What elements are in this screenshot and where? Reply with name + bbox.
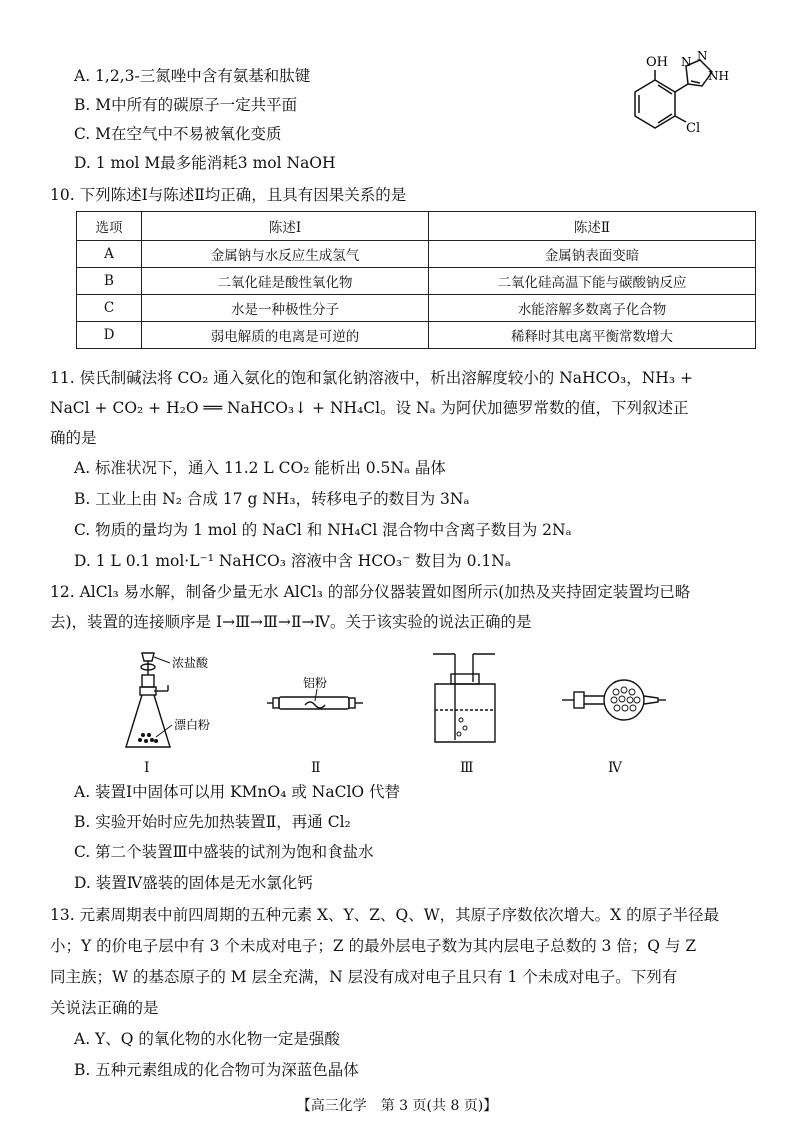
q13-stem-line-4: 关说法正确的是 <box>50 999 159 1017</box>
nh-label: NH <box>708 69 729 83</box>
table-cell: A <box>77 241 142 268</box>
header-statement-1: 陈述Ⅰ <box>142 212 429 241</box>
apparatus-4-drying-tube <box>560 670 670 730</box>
header-option: 选项 <box>77 212 142 241</box>
q13-stem-line-3: 同主族；W 的基态原子的 M 层全充满，N 层没有成对电子且只有 1 个未成对电子。下列有 <box>50 968 678 986</box>
apparatus-1-flask <box>120 645 240 760</box>
table-cell: 金属钠表面变暗 <box>429 241 756 268</box>
q11-stem-line-2: NaCl + CO₂ + H₂O ══ NaHCO₃↓ + NH₄Cl。设 Nₐ 为阿伏加德罗常数的值，下列叙述正 <box>50 399 689 417</box>
table-cell: B <box>77 268 142 295</box>
q13-stem-line-2: 小；Y 的价电子层中有 3 个未成对电子；Z 的最外层电子数为其内层电子总数的 3 倍；Q 与 Z <box>50 937 697 955</box>
q11-option-d: D. 1 L 0.1 mol·L⁻¹ NaHCO₃ 溶液中含 HCO₃⁻ 数目为 0.1Nₐ <box>74 552 511 570</box>
table-cell: 弱电解质的电离是可逆的 <box>142 322 429 349</box>
q9-option-b: B. M中所有的碳原子一定共平面 <box>74 96 298 114</box>
apparatus-label-2: Ⅱ <box>311 760 321 776</box>
q10-stem: 10. 下列陈述Ⅰ与陈述Ⅱ均正确，且具有因果关系的是 <box>50 186 407 204</box>
compound-m-structure <box>620 50 730 145</box>
q12-stem-line-2: 去)，装置的连接顺序是 Ⅰ→Ⅲ→Ⅲ→Ⅱ→Ⅳ。关于该实验的说法正确的是 <box>50 613 532 631</box>
table-cell: 稀释时其电离平衡常数增大 <box>429 322 756 349</box>
q12-option-b: B. 实验开始时应先加热装置Ⅱ，再通 Cl₂ <box>74 813 351 831</box>
apparatus-3-gas-washing-bottle <box>425 650 505 750</box>
q13-option-b: B. 五种元素组成的化合物可为深蓝色晶体 <box>74 1061 359 1079</box>
oh-label: OH <box>646 55 668 70</box>
q13-stem-line-1: 13. 元素周期表中前四周期的五种元素 X、Y、Z、Q、W，其原子序数依次增大。X 的原子半径最 <box>50 906 720 924</box>
page-footer: 【高三化学 第 3 页(共 8 页)】 <box>296 1098 498 1114</box>
apparatus-label-4: Ⅳ <box>608 760 622 776</box>
q13-option-a: A. Y、Q 的氧化物的水化物一定是强酸 <box>74 1030 340 1048</box>
apparatus-2-tube <box>265 675 365 725</box>
q12-stem-line-1: 12. AlCl₃ 易水解，制备少量无水 AlCl₃ 的部分仪器装置如图所示(加热及夹持固定装置均已略 <box>50 583 691 601</box>
table-row <box>77 322 756 349</box>
bleach-label: 漂白粉 <box>174 718 211 732</box>
table-cell: 水是一种极性分子 <box>142 295 429 322</box>
cl-label: Cl <box>686 121 701 136</box>
table-cell: 金属钠与水反应生成氢气 <box>142 241 429 268</box>
q9-option-a: A. 1,2,3-三氮唑中含有氨基和肽键 <box>74 67 311 85</box>
q12-option-a: A. 装置Ⅰ中固体可以用 KMnO₄ 或 NaClO 代替 <box>74 783 401 801</box>
q11-option-c: C. 物质的量均为 1 mol 的 NaCl 和 NH₄Cl 混合物中含离子数目为 2Nₐ <box>74 521 572 539</box>
table-cell: 水能溶解多数离子化合物 <box>429 295 756 322</box>
table-cell: 二氧化硅高温下能与碳酸钠反应 <box>429 268 756 295</box>
q12-option-d: D. 装置Ⅳ盛装的固体是无水氯化钙 <box>74 874 313 892</box>
q9-option-d: D. 1 mol M最多能消耗3 mol NaOH <box>74 154 336 172</box>
table-row <box>77 241 756 268</box>
table-header-row <box>77 212 756 241</box>
apparatus-label-3: Ⅲ <box>460 760 474 776</box>
q11-option-b: B. 工业上由 N₂ 合成 17 g NH₃，转移电子的数目为 3Nₐ <box>74 490 470 508</box>
al-powder-label: 铝粉 <box>303 676 328 690</box>
q11-option-a: A. 标准状况下，通入 11.2 L CO₂ 能析出 0.5Nₐ 晶体 <box>74 459 446 477</box>
q10-table <box>76 211 756 349</box>
header-statement-2: 陈述Ⅱ <box>429 212 756 241</box>
table-cell: D <box>77 322 142 349</box>
table-cell: C <box>77 295 142 322</box>
table-row <box>77 268 756 295</box>
q9-option-c: C. M在空气中不易被氧化变质 <box>74 125 282 143</box>
n-label-2: N <box>697 50 708 63</box>
table-cell: 二氧化硅是酸性氧化物 <box>142 268 429 295</box>
n-label-1: N <box>681 55 692 69</box>
conc-hcl-label: 浓盐酸 <box>172 656 209 670</box>
table-row <box>77 295 756 322</box>
q12-option-c: C. 第二个装置Ⅲ中盛装的试剂为饱和食盐水 <box>74 843 374 861</box>
q11-stem-line-1: 11. 侯氏制碱法将 CO₂ 通入氨化的饱和氯化钠溶液中，析出溶解度较小的 NaHCO₃，NH₃ + <box>50 369 693 387</box>
apparatus-label-1: Ⅰ <box>144 760 150 776</box>
q11-stem-line-3: 确的是 <box>50 429 97 447</box>
